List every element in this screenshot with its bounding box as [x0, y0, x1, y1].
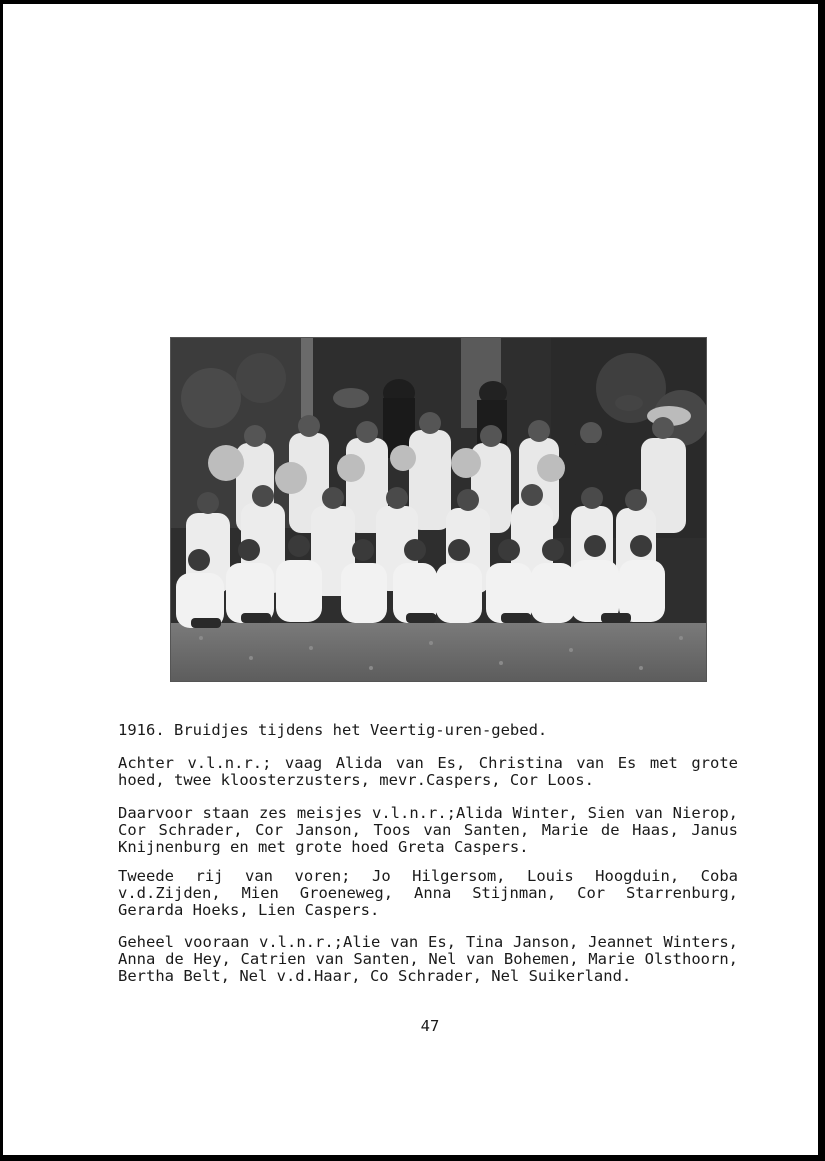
- paragraph-second-row: Tweede rij van voren; Jo Hilgersom, Louis Hoogduin, Coba v.d.Zijden, Mien Groeneweg, Anna Stijnman, Cor Starrenburg, Gerarda Hoeks, Lien Caspers.: [118, 867, 738, 919]
- group-photo: [170, 337, 707, 682]
- paragraph-front-row: Geheel vooraan v.l.n.r.;Alie van Es, Tina Janson, Jeannet Winters, Anna de Hey, Catrien van Santen, Nel van Bohemen, Marie Olsthoorn, Bertha Belt, Nel v.d.Haar, Co Schrader, Nel Suikerland.: [118, 933, 738, 985]
- paragraph-back-row: Achter v.l.n.r.; vaag Alida van Es, Christina van Es met grote hoed, twee kloosterzusters, mevr.Caspers, Cor Loos.: [118, 754, 738, 789]
- scan-border-right: [818, 0, 825, 1161]
- scan-border-bottom: [0, 1155, 825, 1161]
- scan-border-top: [0, 0, 825, 4]
- group-photo-icon: [171, 338, 707, 682]
- photo-caption: 1916. Bruidjes tijdens het Veertig-uren-gebed.: [118, 721, 548, 739]
- paragraph-standing-girls: Daarvoor staan zes meisjes v.l.n.r.;Alida Winter, Sien van Nierop, Cor Schrader, Cor Janson, Toos van Santen, Marie de Haas, Janus Knijnenburg en met grote hoed Greta Caspers.: [118, 804, 738, 856]
- scan-border-left: [0, 0, 3, 1161]
- page-number: 47: [420, 1017, 440, 1035]
